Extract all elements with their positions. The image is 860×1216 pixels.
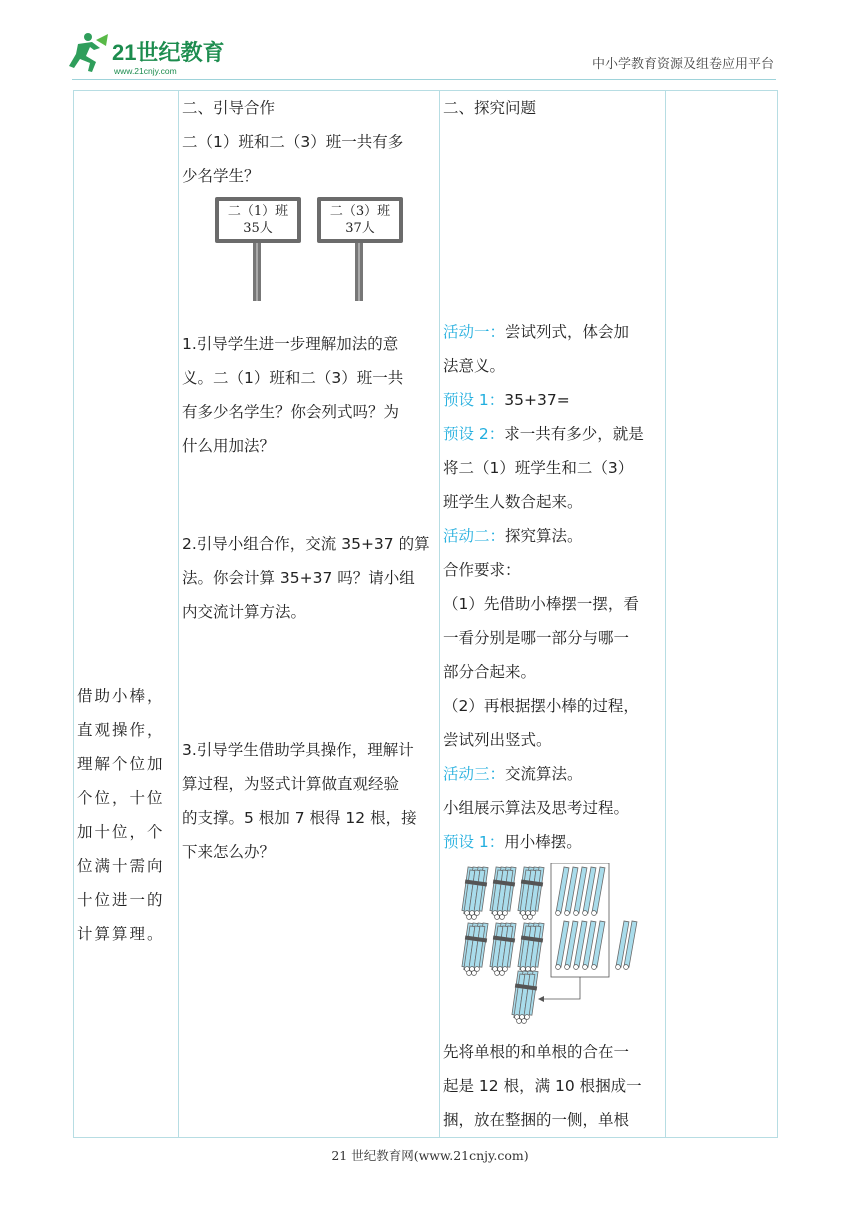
goal-column — [74, 91, 179, 1138]
teacher-column: 二、引导合作 二（1）班和二（3）班一共有多 少名学生？ 二（1）班 35人 二（3）班 37人 1.引导学生进一步理解加法的意 义。二（1）班和二（3）班一共 有多少名学生？你会列式吗？为 什么用加法？ 2.引导小组合作，交流 35+37 的算 法。你会计算 35+37 吗？请小组 内交流计算方法。 3.引导学生借助学具操作，理解计 算过程，为竖式计算做直观经验 的支撑。5 根加 7 根得 12 根，接 下来怎么办？ — [179, 91, 440, 1138]
guide-paragraph-line: 义。二（1）班和二（3）班一共 — [182, 369, 404, 387]
explain-line: 起是 12 根，满 10 根捆成一 — [443, 1077, 642, 1095]
guide-paragraph-line: 下来怎么办？ — [182, 843, 276, 861]
explain-line: 捆，放在整捆的一侧，单根 — [443, 1111, 630, 1129]
section-heading: 二、引导合作 — [182, 99, 276, 117]
question-line: 少名学生？ — [182, 167, 260, 185]
question-line: 二（1）班和二（3）班一共有多 — [182, 133, 404, 151]
requirement-line: （1）先借助小棒摆一摆，看 — [443, 595, 639, 613]
sticks-illustration — [460, 863, 650, 1033]
activity-line: 法意义。 — [443, 357, 506, 375]
guide-paragraph-line: 算过程，为竖式计算做直观经验 — [182, 775, 400, 793]
guide-paragraph-line: 3.引导学生借助学具操作，理解计 — [182, 741, 414, 759]
svg-text:21世纪教育: 21世纪教育 — [112, 40, 225, 65]
page-header — [0, 0, 860, 90]
activity-line: 活动三：交流算法。 — [443, 765, 583, 783]
guide-paragraph-line: 什么用加法？ — [182, 437, 276, 455]
activity-line: 小组展示算法及思考过程。 — [443, 799, 630, 817]
requirement-line: （2）再根据摆小棒的过程， — [443, 697, 639, 715]
requirement-line: 合作要求： — [443, 561, 521, 579]
preset-line: 预设 1：用小棒摆。 — [443, 833, 582, 851]
notes-column — [666, 91, 778, 1138]
platform-title: 中小学教育资源及组卷应用平台 — [591, 57, 774, 72]
activity-line: 活动二：探究算法。 — [443, 527, 583, 545]
activity-line: 活动一：尝试列式，体会加 — [443, 323, 630, 341]
preset-line: 将二（1）班学生和二（3） — [443, 459, 634, 477]
page-footer: 21 世纪教育网(www.21cnjy.com) — [331, 1148, 529, 1163]
goal-text: 借助小棒，直观操作，理解个位加个位，十位加十位，个位满十需向十位进一的计算算理。 — [77, 687, 165, 943]
preset-line: 预设 2：求一共有多少，就是 — [443, 425, 644, 443]
guide-paragraph-line: 法。你会计算 35+37 吗？请小组 — [182, 569, 415, 587]
logo — [66, 30, 236, 80]
preset-line: 预设 1：35+37= — [443, 391, 570, 409]
student-column — [440, 91, 666, 1138]
guide-paragraph-line: 有多少名学生？你会列式吗？为 — [182, 403, 400, 421]
section-heading: 二、探究问题 — [443, 99, 537, 117]
preset-line: 班学生人数合起来。 — [443, 493, 583, 511]
guide-paragraph-line: 内交流计算方法。 — [182, 603, 307, 621]
header-divider — [72, 79, 776, 80]
guide-paragraph-line: 的支撑。5 根加 7 根得 12 根，接 — [182, 809, 417, 827]
guide-paragraph-line: 2.引导小组合作，交流 35+37 的算 — [182, 535, 430, 553]
guide-paragraph-line: 1.引导学生进一步理解加法的意 — [182, 335, 399, 353]
requirement-line: 尝试列出竖式。 — [443, 731, 552, 749]
svg-text:www.21cnjy.com: www.21cnjy.com — [114, 66, 177, 76]
requirement-line: 一看分别是哪一部分与哪一 — [443, 629, 630, 647]
lesson-plan-table — [73, 90, 778, 1138]
requirement-line: 部分合起来。 — [443, 663, 537, 681]
explain-line: 先将单根的和单根的合在一 — [443, 1043, 630, 1061]
